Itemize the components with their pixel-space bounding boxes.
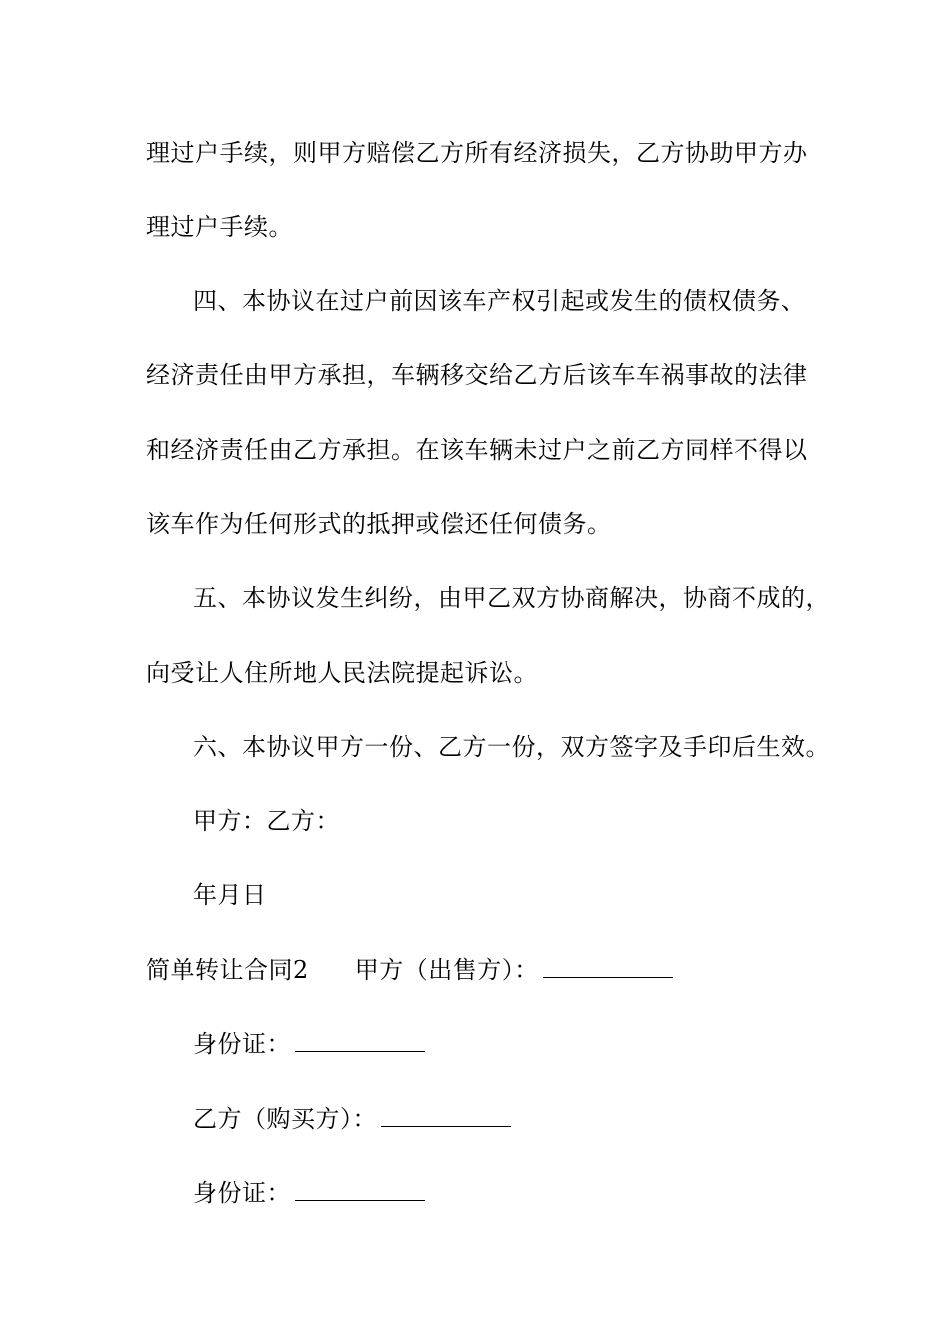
signature-parties: 甲方：乙方：: [193, 807, 340, 835]
seller-id-label: 身份证：: [193, 1030, 291, 1058]
signature-date: 年月日: [193, 881, 267, 909]
paragraph-line: 理过户手续。: [146, 213, 293, 241]
clause-four-line: 四、本协议在过户前因该车产权引起或发生的债权债务、: [193, 287, 806, 315]
contract2-header-line: [146, 955, 673, 985]
buyer-id-blank-field[interactable]: [295, 1180, 425, 1201]
buyer-blank-field[interactable]: [381, 1106, 511, 1127]
seller-id-line: [193, 1029, 425, 1059]
buyer-id-label: 身份证：: [193, 1179, 291, 1207]
paragraph-line: 和经济责任由乙方承担。在该车辆未过户之前乙方同样不得以: [146, 436, 808, 464]
clause-five-line: 五、本协议发生纠纷，由甲乙双方协商解决，协商不成的，: [193, 584, 830, 612]
contract2-title: 简单转让合同2: [146, 956, 309, 984]
buyer-line: [193, 1104, 511, 1134]
seller-label: 甲方（出售方）：: [354, 956, 539, 984]
seller-id-blank-field[interactable]: [295, 1031, 425, 1052]
buyer-id-line: [193, 1178, 425, 1208]
paragraph-line: 该车作为任何形式的抵押或偿还任何债务。: [146, 510, 612, 538]
buyer-label: 乙方（购买方）：: [193, 1105, 377, 1133]
seller-blank-field[interactable]: [543, 957, 673, 978]
paragraph-line: 经济责任由甲方承担，车辆移交给乙方后该车车祸事故的法律: [146, 361, 808, 389]
paragraph-line: 向受让人住所地人民法院提起诉讼。: [146, 659, 538, 687]
paragraph-line: 理过户手续，则甲方赔偿乙方所有经济损失，乙方协助甲方办: [146, 139, 808, 167]
clause-six-line: 六、本协议甲方一份、乙方一份，双方签字及手印后生效。: [193, 733, 830, 761]
